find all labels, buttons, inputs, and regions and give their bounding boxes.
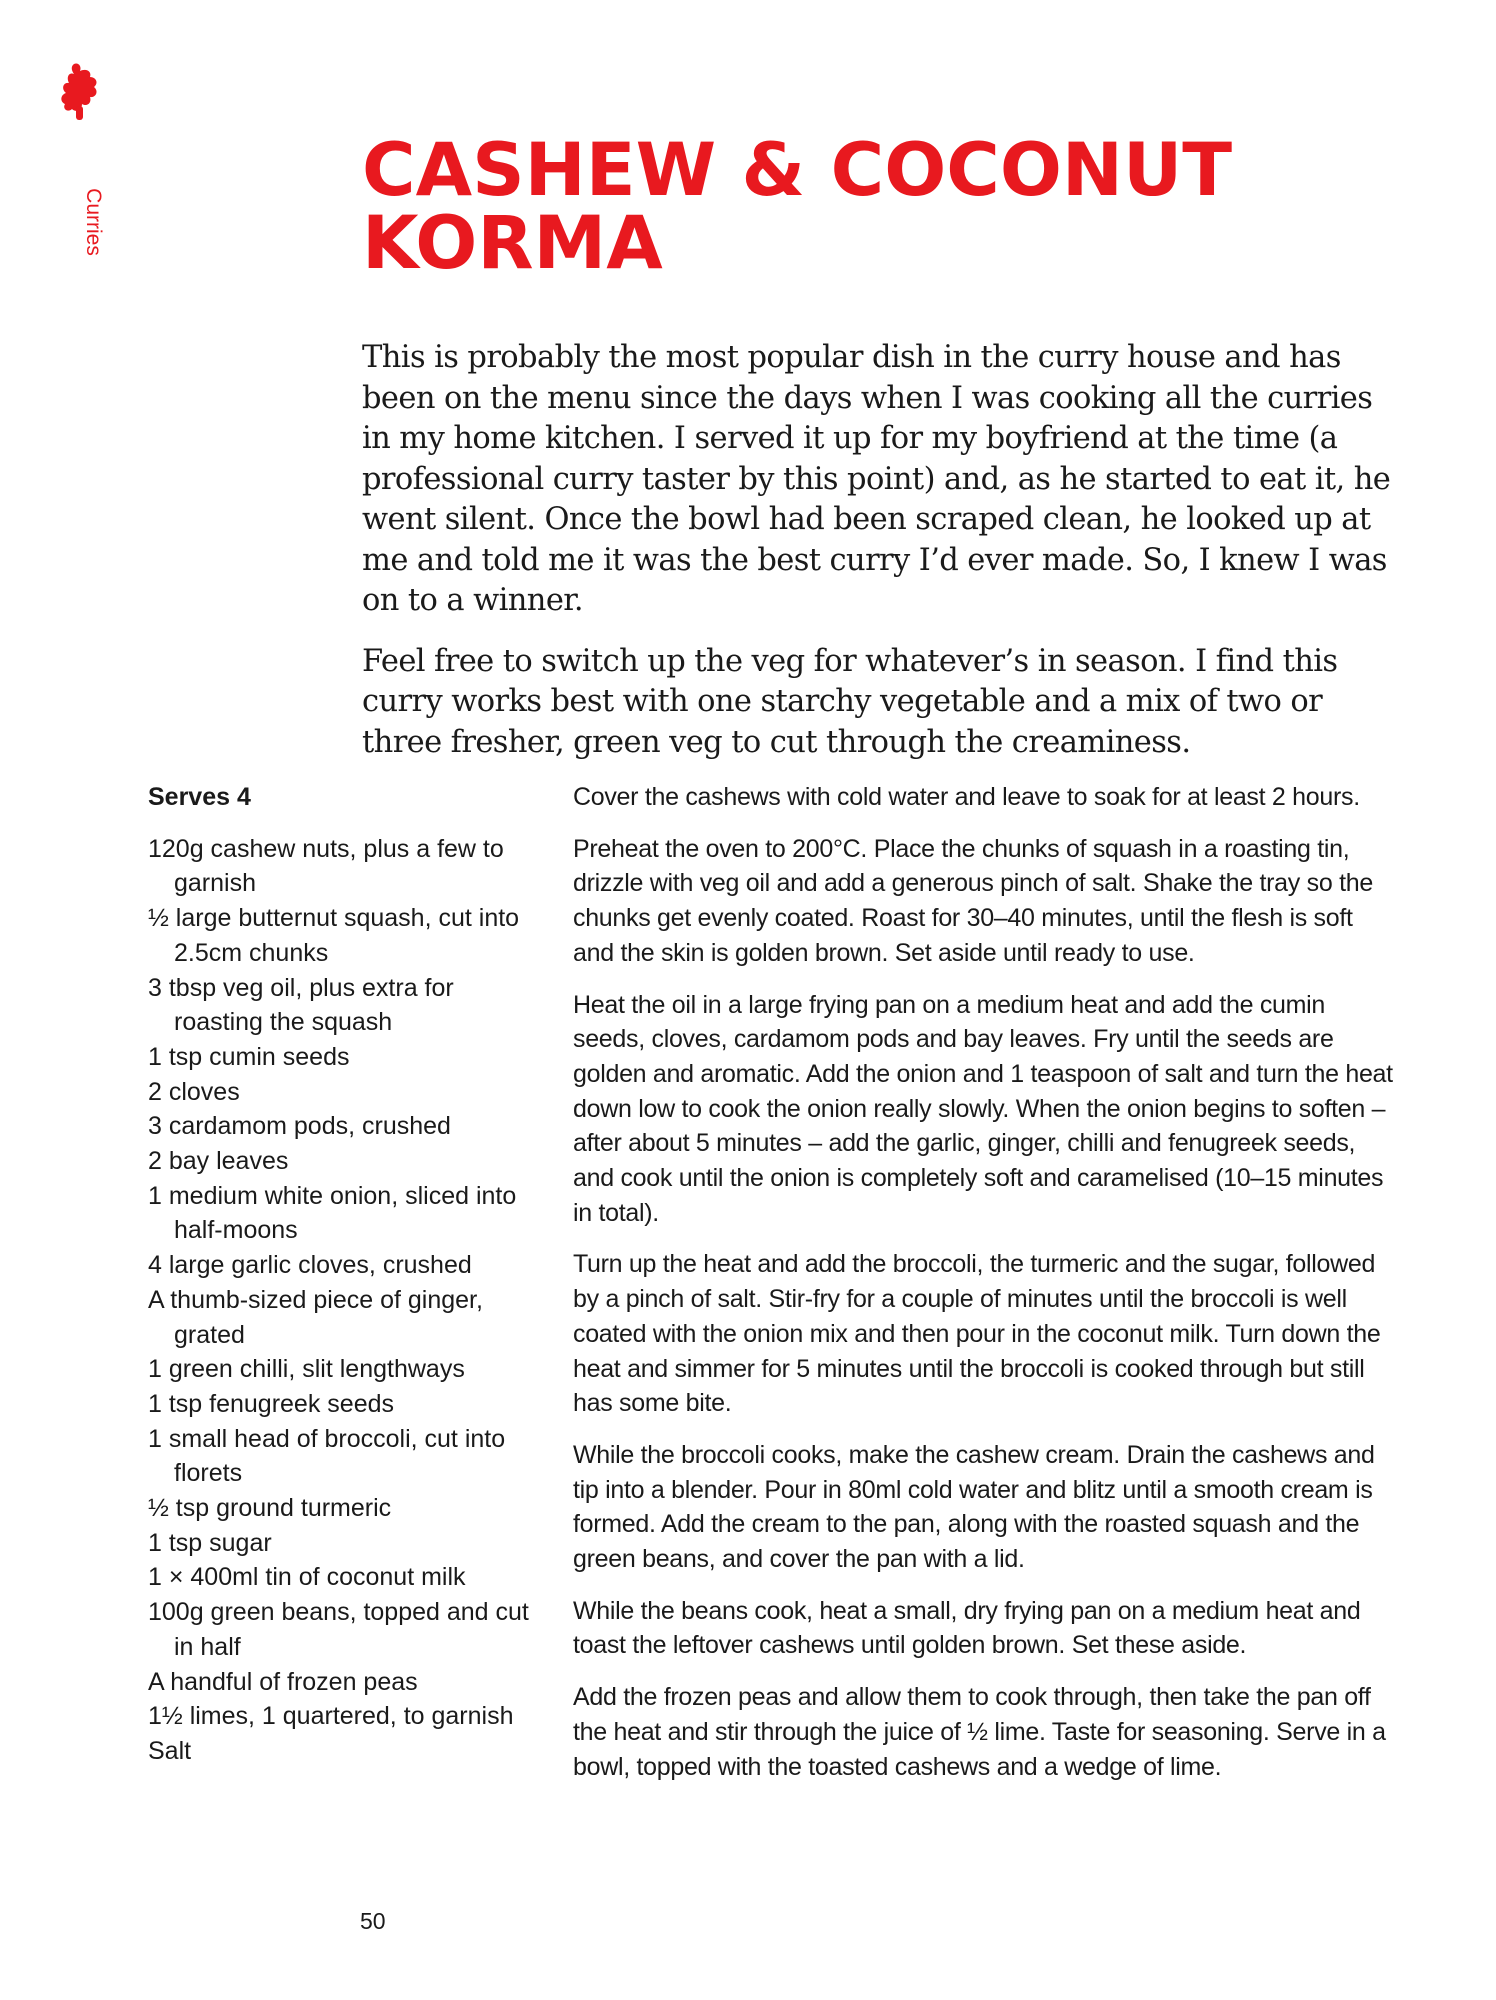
- ingredient-item: 1 medium white onion, sliced into half-moons: [148, 1181, 517, 1245]
- title-line-2: KORMA: [362, 201, 663, 286]
- ingredient-list: [148, 832, 548, 1769]
- ingredient-item: 1 green chilli, slit lengthways: [148, 1355, 465, 1384]
- recipe-title: [362, 128, 1233, 286]
- page-number: 50: [360, 1908, 386, 1934]
- intro-paragraph: Feel free to switch up the veg for whatever’s in season. I find this curry works best with one starchy vegetable and a mix of two or three fresher, green veg to cut through the creaminess.: [362, 643, 1338, 760]
- ingredient-item: 100g green beans, topped and cut in half: [148, 1598, 529, 1661]
- ingredient-item: 1 tsp cumin seeds: [148, 1042, 350, 1071]
- section-tab: [56, 62, 105, 256]
- method-step: Preheat the oven to 200°C. Place the chunks of squash in a roasting tin, drizzle with veg oil and add a generous pinch of salt. Shake the tray so the chunks get evenly coated. Roast for 30–40 minutes, until the flesh is soft and the skin is golden brown. Set aside until ready to use.: [573, 834, 1373, 967]
- method-step: While the broccoli cooks, make the cashew cream. Drain the cashews and tip into a blender. Pour in 80ml cold water and blitz until a smooth cream is formed. Add the cream to the pan, along with the roasted squash and the green beans, and cover the pan with a lid.: [573, 1440, 1375, 1574]
- serves-label: Serves 4: [148, 783, 251, 811]
- ingredient-item: 120g cashew nuts, plus a few to garnish: [148, 834, 504, 898]
- ingredient-item: 3 tbsp veg oil, plus extra for roasting the squash: [148, 973, 454, 1037]
- ingredient-item: 1 tsp sugar: [148, 1528, 272, 1557]
- method-step: Cover the cashews with cold water and leave to soak for at least 2 hours.: [573, 783, 1360, 811]
- title-line-1: CASHEW & COCONUT: [362, 128, 1233, 213]
- recipe-intro: [362, 338, 1402, 783]
- method-step: Turn up the heat and add the broccoli, the turmeric and the sugar, followed by a pinch of salt. Stir-fry for a couple of minutes until the broccoli is well coated with the onion mix and then pour in the coconut milk. Turn down the heat and simmer for 5 minutes until the broccoli is cooked through but still has some bite.: [573, 1250, 1381, 1418]
- ingredient-item: 2 bay leaves: [148, 1147, 289, 1176]
- section-label: Curries: [82, 188, 105, 256]
- ingredient-item: 1 tsp fenugreek seeds: [148, 1389, 394, 1418]
- ingredient-item: Salt: [148, 1736, 192, 1765]
- ingredient-item: 1 × 400ml tin of coconut milk: [148, 1563, 466, 1592]
- ingredient-item: A thumb-sized piece of ginger, grated: [148, 1285, 483, 1349]
- method-step: While the beans cook, heat a small, dry frying pan on a medium heat and toast the leftover cashews until golden brown. Set these aside.: [573, 1596, 1361, 1660]
- ingredients-column: [148, 780, 548, 1769]
- method-step: Heat the oil in a large frying pan on a medium heat and add the cumin seeds, cloves, cardamom pods and bay leaves. Fry until the seeds are golden and aromatic. Add the onion and 1 teaspoon of salt and turn the heat down low to cook the onion really slowly. When the onion begins to soften – after about 5 minutes – add the garlic, ginger, chilli and fenugreek seeds, and cook until the onion is completely soft and caramelised (10–15 minutes in total).: [573, 990, 1393, 1227]
- method-column: [573, 780, 1393, 1801]
- ingredient-item: ½ tsp ground turmeric: [148, 1494, 392, 1523]
- method-step: Add the frozen peas and allow them to cook through, then take the pan off the heat and stir through the juice of ½ lime. Taste for seasoning. Serve in a bowl, topped with the toasted cashews and a wedge of lime.: [573, 1683, 1386, 1781]
- ingredient-item: A handful of frozen peas: [148, 1667, 418, 1696]
- ingredient-item: 1 small head of broccoli, cut into florets: [148, 1424, 506, 1488]
- intro-paragraph: This is probably the most popular dish in the curry house and has been on the menu since the days when I was cooking all the curries in my home kitchen. I served it up for my boyfriend at the time (a professional curry taster by this point) and, as he started to eat it, he went silent. Once the bowl had been scraped clean, he looked up at me and told me it was the best curry I’d ever made. So, I knew I was on to a winner.: [362, 340, 1391, 618]
- ingredient-item: 3 cardamom pods, crushed: [148, 1112, 451, 1141]
- ingredient-item: 4 large garlic cloves, crushed: [148, 1251, 472, 1280]
- ingredient-item: ½ large butternut squash, cut into 2.5cm chunks: [148, 904, 520, 967]
- ingredient-item: 2 cloves: [148, 1077, 240, 1106]
- chilli-splat-icon: [60, 62, 100, 120]
- ingredient-item: 1½ limes, 1 quartered, to garnish: [148, 1702, 514, 1731]
